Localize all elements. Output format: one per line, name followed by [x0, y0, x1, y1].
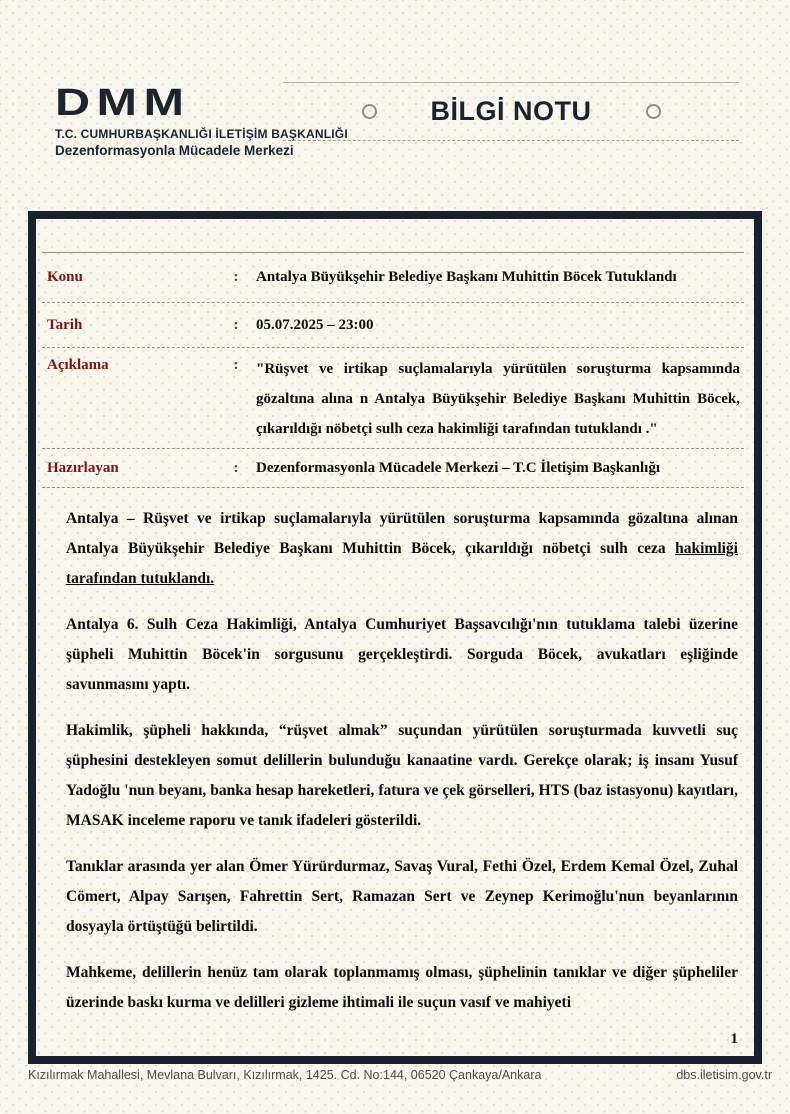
info-row-tarih: [42, 303, 744, 348]
footer-address: Kızılırmak Mahallesi, Mevlana Bulvarı, Kızılırmak, 1425. Cd. No:144, 06520 Çankaya/Ankara: [28, 1068, 542, 1082]
row-label: Açıklama: [47, 357, 109, 373]
footer: [28, 1068, 772, 1082]
decorative-circle-icon: [646, 104, 661, 119]
body-paragraph: [66, 504, 738, 594]
body-text: [66, 504, 738, 1018]
info-row-aciklama: [42, 348, 744, 449]
row-colon: :: [233, 460, 239, 476]
body-paragraph: Mahkeme, delillerin henüz tam olarak toplanmamış olması, şüphelinin tanıklar ve diğer şüpheliler üzerinde baskı kurma ve delilleri gizleme ihtimali ile suçun vasıf ve mahiyeti: [66, 964, 738, 1011]
row-label: Konu: [47, 269, 83, 285]
dmm-logo-text: DMM: [55, 82, 191, 124]
row-label: Tarih: [47, 317, 83, 333]
page-number: 1: [730, 1031, 738, 1047]
decorative-circle-icon: [362, 104, 377, 119]
body-paragraph: Hakimlik, şüpheli hakkında, “rüşvet almak” suçundan yürütülen soruşturmada kuvvetli suç şüphesini destekleyen somut delillerin bulunduğu kanaatine vardı. Gerekçe olarak; iş insanı Yusuf Yadoğlu 'nun beyanı, banka hesap hareketleri, fatura ve çek görselleri, HTS (baz istasyonu) kayıtları, MASAK inceleme raporu ve tanık ifadeleri gösterildi.: [66, 722, 738, 829]
org-line1: T.C. CUMHURBAŞKANLIĞI İLETİŞİM BAŞKANLIĞI: [55, 127, 348, 141]
row-value: Antalya Büyükşehir Belediye Başkanı Muhittin Böcek Tutuklandı: [256, 269, 677, 285]
info-row-konu: [42, 253, 744, 303]
body-paragraph: Tanıklar arasında yer alan Ömer Yürürdurmaz, Savaş Vural, Fethi Özel, Erdem Kemal Özel, Zuhal Cömert, Alpay Sarışen, Fahrettin Sert, Ramazan Sert ve Zeynep Kerimoğlu'nun beyanlarının dosyayla örtüştüğü belirtildi.: [66, 858, 738, 935]
row-label: Hazırlayan: [47, 460, 119, 476]
row-value: "Rüşvet ve irtikap suçlamalarıyla yürütülen soruşturma kapsamında gözaltına alına n Antalya Büyükşehir Belediye Başkanı Muhittin Böcek, çıkarıldığı nöbetçi sulh ceza hakimliği tarafından tutuklandı .": [256, 361, 740, 437]
note-title-block: [283, 82, 739, 141]
paragraph-text: Antalya – Rüşvet ve irtikap suçlamalarıyla yürütülen soruşturma kapsamında gözaltına alınan Antalya Büyükşehir Belediye Başkanı Muhittin Böcek, çıkarıldığı nöbetçi sulh ceza: [66, 510, 738, 557]
row-value: 05.07.2025 – 23:00: [256, 317, 374, 333]
footer-website: dbs.iletisim.gov.tr: [676, 1068, 772, 1082]
row-colon: :: [233, 317, 239, 333]
body-paragraph: Antalya 6. Sulh Ceza Hakimliği, Antalya Cumhuriyet Başsavcılığı'nın tutuklama talebi üzerine şüpheli Muhittin Böcek'in sorgusunu gerçekleştirdi. Sorguda Böcek, avukatları eşliğinde savunmasını yaptı.: [66, 616, 738, 693]
row-value: Dezenformasyonla Mücadele Merkezi – T.C İletişim Başkanlığı: [256, 460, 660, 476]
note-title: BİLGİ NOTU: [430, 96, 592, 126]
info-row-hazirlayan: [42, 449, 744, 488]
row-colon: :: [233, 269, 239, 285]
org-line2: Dezenformasyonla Mücadele Merkezi: [55, 143, 294, 158]
content-box: [28, 211, 762, 1064]
row-colon: :: [233, 357, 239, 373]
info-table: [42, 252, 744, 488]
paragraph-underlined-text: hakimliği tarafından tutuklandı.: [66, 540, 738, 587]
